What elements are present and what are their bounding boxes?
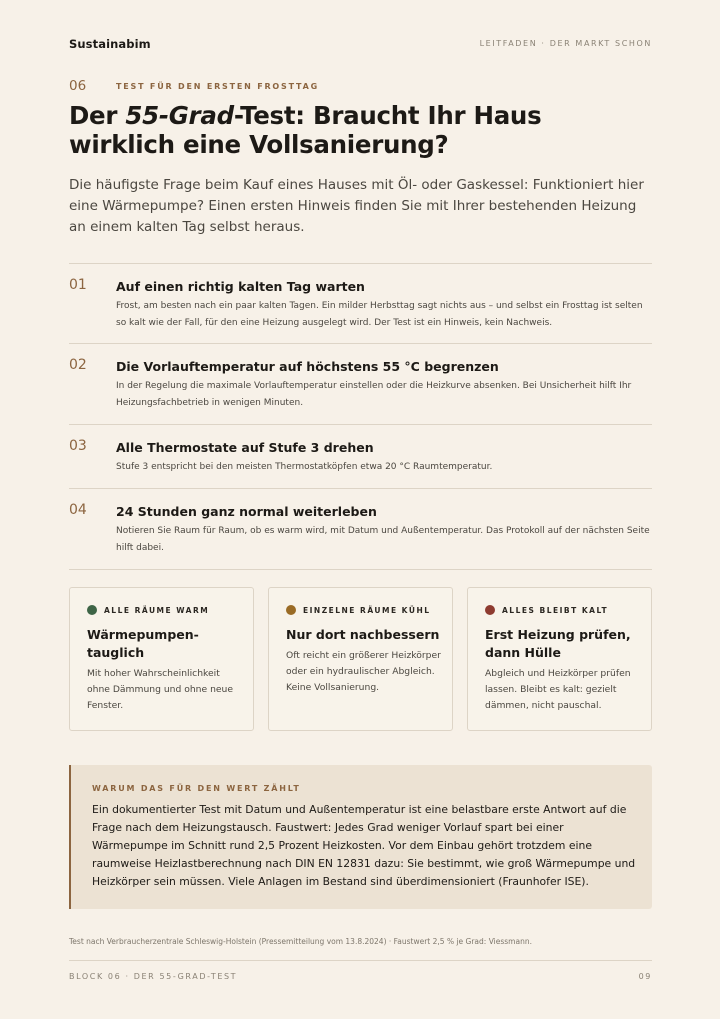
step-title: Die Vorlauftemperatur auf höchstens 55 °C begrenzen — [116, 359, 499, 374]
step-description: In der Regelung die maximale Vorlauftemperatur einstellen oder die Heizkurve absenken. Bei Unsicherheit hilft Ihr Heizungsfachbetrieb in wenigen Minuten. — [116, 381, 632, 408]
card-title: Wärmepumpen-tauglich — [87, 627, 199, 660]
card-tag: ALLES BLEIBT KALT — [502, 606, 609, 615]
title-prefix: Der — [69, 101, 126, 130]
outcome-card-warm — [69, 587, 254, 731]
step-title: Auf einen richtig kalten Tag warten — [116, 279, 365, 294]
section-number: 06 — [69, 78, 87, 94]
status-dot-red — [485, 605, 495, 615]
step-description: Frost, am besten nach ein paar kalten Tagen. Ein milder Herbsttag sagt nichts aus – und selbst ein Frosttag ist selten so kalt wie der Fall, für den eine Heizung ausgelegt wird. Der Test ist ein Hinweis, kein Nachweis. — [116, 301, 643, 328]
brand-name: Sustainabim — [69, 37, 151, 51]
outcome-card-partial — [268, 587, 453, 731]
callout-text: Ein dokumentierter Test mit Datum und Außentemperatur ist eine belastbare erste Antwort auf die Frage nach dem Heizungstausch. Faustwert: Jedes Grad weniger Vorlauf spart bei einer Wärmepumpe im Schnitt rund 2,5 Prozent Heizkosten. Vor dem Einbau gehört trotzdem eine raumweise Heizlastberechnung nach DIN EN 12831 dazu: Sie bestimmt, wie groß Wärmepumpe und Heizkörper sein müssen. Viele Anlagen im Bestand sind überdimensioniert (Fraunhofer ISE). — [92, 803, 636, 888]
status-dot-amber — [286, 605, 296, 615]
step-number: 04 — [69, 502, 87, 518]
divider — [69, 424, 652, 425]
step-description: Stufe 3 entspricht bei den meisten Thermostatköpfen etwa 20 °C Raumtemperatur. — [116, 462, 493, 472]
page-title — [69, 101, 652, 159]
divider — [69, 343, 652, 344]
card-tag: EINZELNE RÄUME KÜHL — [303, 606, 431, 615]
step-description: Notieren Sie Raum für Raum, ob es warm wird, mit Datum und Außentemperatur. Das Protokoll auf der nächsten Seite hilft dabei. — [116, 526, 650, 553]
card-title: Erst Heizung prüfen, dann Hülle — [485, 627, 631, 660]
footer-divider — [69, 960, 652, 961]
step-number: 03 — [69, 438, 87, 454]
step-title: Alle Thermostate auf Stufe 3 drehen — [116, 440, 374, 455]
step-number: 01 — [69, 277, 87, 293]
document-page — [69, 0, 652, 1019]
divider — [69, 488, 652, 489]
card-text: Mit hoher Wahrscheinlichkeit ohne Dämmung und ohne neue Fenster. — [87, 668, 234, 711]
card-title: Nur dort nachbessern — [286, 627, 440, 642]
step-title: 24 Stunden ganz normal weiterleben — [116, 504, 377, 519]
callout-label: WARUM DAS FÜR DEN WERT ZÄHLT — [92, 784, 301, 793]
title-emphasis: 55-Grad — [125, 101, 234, 130]
divider — [69, 263, 652, 264]
divider — [69, 569, 652, 570]
page-header — [69, 37, 652, 51]
outcome-card-cold — [467, 587, 652, 731]
status-dot-green — [87, 605, 97, 615]
page-number: 09 — [638, 972, 652, 981]
card-text: Abgleich und Heizkörper prüfen lassen. Bleibt es kalt: gezielt dämmen, nicht pauschal. — [485, 668, 631, 711]
value-callout — [69, 765, 652, 909]
source-note: Test nach Verbraucherzentrale Schleswig-Holstein (Pressemitteilung vom 13.8.2024) · Faustwert 2,5 % je Grad: Viessmann. — [69, 937, 532, 946]
card-text: Oft reicht ein größerer Heizkörper oder ein hydraulischer Abgleich. Keine Vollsanierung. — [286, 650, 441, 693]
section-kicker: TEST FÜR DEN ERSTEN FROSTTAG — [116, 82, 320, 91]
footer-label: BLOCK 06 · DER 55-GRAD-TEST — [69, 972, 238, 981]
card-tag: ALLE RÄUME WARM — [104, 606, 210, 615]
step-number: 02 — [69, 357, 87, 373]
lede-paragraph: Die häufigste Frage beim Kauf eines Hauses mit Öl- oder Gaskessel: Funktioniert hier eine Wärmepumpe? Einen ersten Hinweis finden Sie mit Ihrer bestehenden Heizung an einem kalten Tag selbst heraus. — [69, 177, 644, 235]
document-label: LEITFADEN · DER MARKT SCHON — [479, 39, 652, 48]
title-suffix: -Test: Braucht Ihr Haus wirklich eine Vollsanierung? — [69, 101, 542, 159]
